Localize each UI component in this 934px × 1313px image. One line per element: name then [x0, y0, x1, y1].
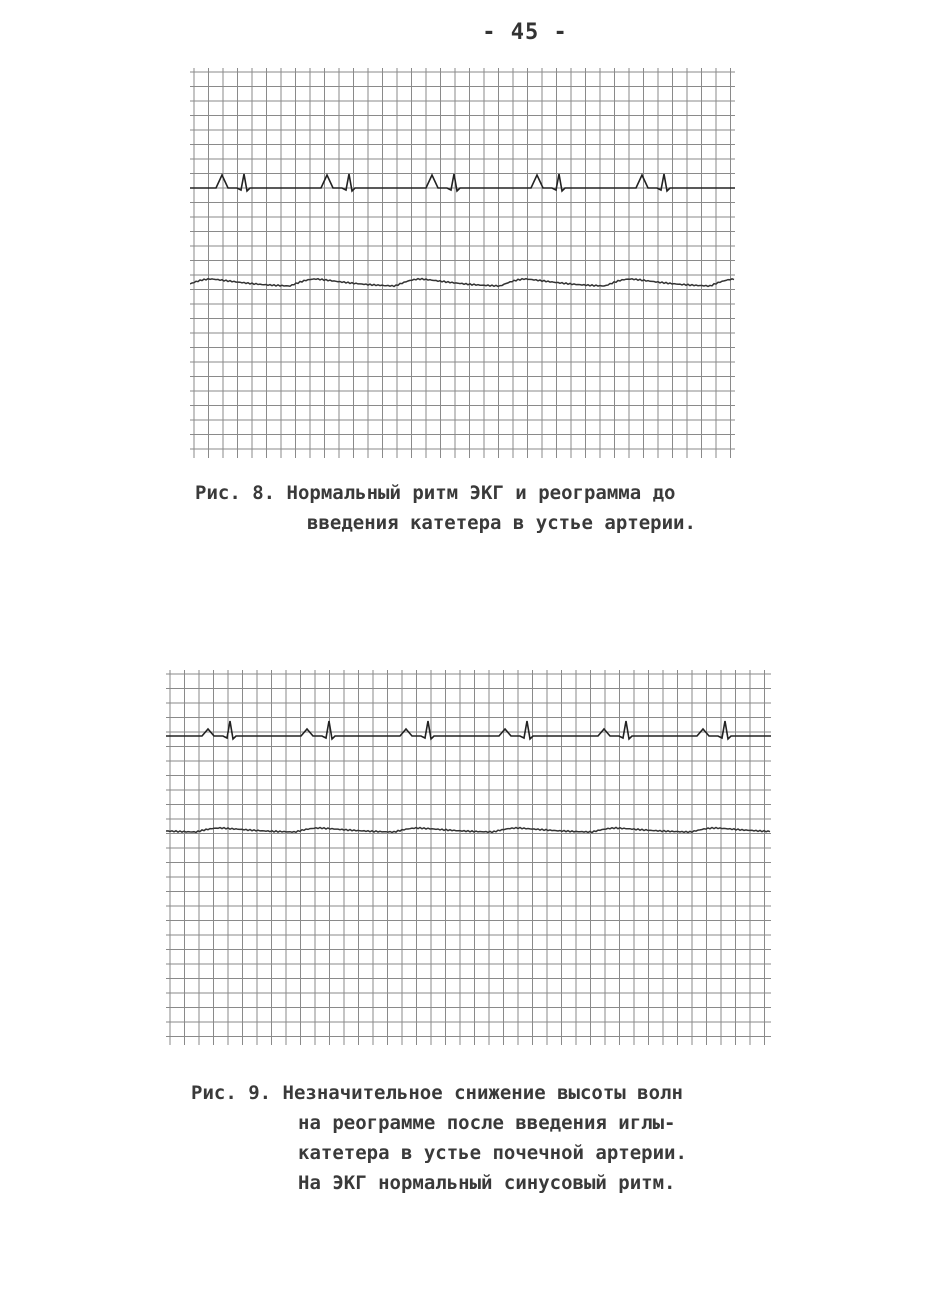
ecg-trace: [190, 174, 735, 191]
grid-paper: [190, 68, 735, 458]
figure-9-caption-line-4: На ЭКГ нормальный синусовый ритм.: [298, 1172, 676, 1194]
figure-8-caption-line-1: Нормальный ритм ЭКГ и реограмма до: [286, 482, 676, 504]
grid-paper: [166, 670, 771, 1045]
figure-8-caption: Рис. 8. Нормальный ритм ЭКГ и реограмма до введения катетера в устье артерии.: [195, 478, 696, 538]
figure-9-ecg-rheogram: [166, 670, 771, 1045]
figure-9-label: Рис. 9: [191, 1082, 260, 1104]
rheogram-trace: [190, 279, 734, 287]
figure-8-ecg-rheogram: [190, 68, 735, 458]
figure-9-caption-line-3: катетера в устье почечной артерии.: [298, 1142, 687, 1164]
figure-9-caption-line-2: на реограмме после введения иглы-: [298, 1112, 676, 1134]
figure-9-caption: Рис. 9. Незначительное снижение высоты волн на реограмме после введения иглы- катетера в устье почечной артерии. На ЭКГ нормальный синусовый ритм.: [191, 1078, 687, 1198]
figure-8-caption-line-2: введения катетера в устье артерии.: [307, 512, 696, 534]
figure-9-caption-line-1: Незначительное снижение высоты волн: [282, 1082, 683, 1104]
page-number: - 45 -: [482, 20, 568, 45]
figure-8-label: Рис. 8: [195, 482, 264, 504]
